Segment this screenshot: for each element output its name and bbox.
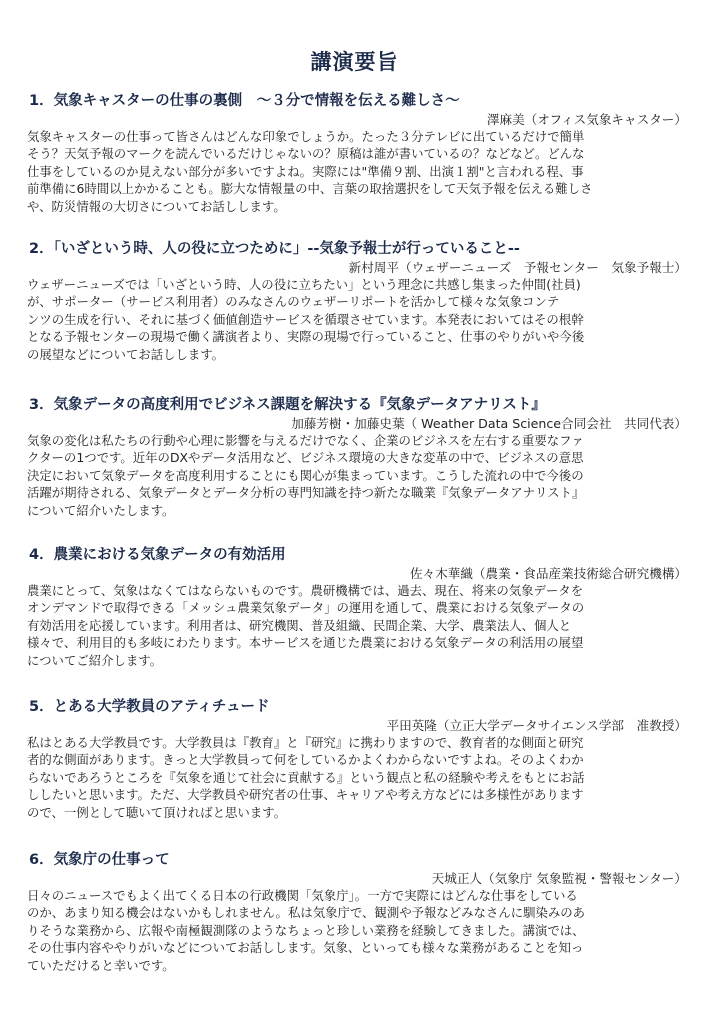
section-4 [27,546,687,669]
section-author: 平田英隆（立正大学データサイエンス学部 准教授） [386,718,687,733]
body-line: や、防災情報の大切さについてお話しします。 [27,198,286,214]
body-line: 決定において気象データを高度利用することにも関心が集まっています。こうした流れの中で今後の [27,467,584,483]
body-line: その仕事内容ややりがいなどについてお話しします。気象、といっても様々な業務があることを知っ [27,940,584,956]
body-line: についてご紹介します。 [27,652,163,668]
section-body [27,582,687,669]
page-title: 講演要旨 [310,50,399,74]
body-line: オンデマンドで取得できる「メッシュ農業気象データ」の運用を通して、農業における気象データの [27,600,585,616]
body-line: クターの1つです。近年のDXやデータ活用など、ビジネス環境の大きな変革の中で、ビジネスの意思 [27,450,584,466]
section-author: 加藤芳樹・加藤史葉（ Weather Data Science合同会社 共同代表） [291,416,687,431]
body-line: 農業にとって、気象はなくてはならないものです。農研機構では、過去、現在、将来の気象データを [27,583,584,598]
section-3 [27,396,687,519]
body-line: ンツの生成を行い、それに基づく価値創造サービスを循環させています。本発表においてはその根幹 [27,311,584,327]
section-author: 天城正人（気象庁 気象監視・警報センター） [431,871,687,886]
body-line: の展望などについてお話しします。 [27,346,225,362]
section-heading: 3．気象データの高度利用でビジネス課題を解決する『気象データアナリスト』 [29,397,546,413]
body-line: について紹介いたします。 [27,502,175,518]
body-line: 仕事をしているのか見えない部分が多いですよね。実際には"準備９割、出演１割"と言われる程、事 [27,163,584,179]
section-5 [27,698,687,821]
body-line: 気象の変化は私たちの行動や心理に影響を与えるだけでなく、企業のビジネスを左右する重要なファ [27,433,584,448]
body-line: ていただけると幸いです。 [27,957,175,973]
body-line: そう？天気予報のマークを読んでいるだけじゃないの？原稿は誰が書いているの？などなど。どんな [27,146,585,162]
body-line: ので、一例として聴いて頂ければと思います。 [27,804,286,820]
section-body [27,734,687,821]
section-body [27,887,687,974]
body-line: 私はとある大学教員です。大学教員は『教育』と『研究』に携わりますので、教育者的な側面と研究 [27,735,584,750]
body-line: のか、あまり知る機会はないかもしれません。私は気象庁で、観測や予報などみなさんに馴染みのあ [27,905,586,921]
section-heading: 5．とある大学教員のアティチュード [29,699,270,715]
section-author: 新村周平（ウェザーニューズ 予報センター 気象予報士） [348,260,687,275]
body-line: 者的な側面があります。きっと大学教員って何をしているかよくわからないですよね。そのよくわか [27,752,584,768]
body-line: 気象キャスターの仕事って皆さんはどんな印象でしょうか。たった３分テレビに出ているだけで簡単 [27,129,585,144]
section-heading: 4．農業における気象データの有効活用 [29,547,286,563]
body-line: が、サポーター（サービス利用者）のみなさんのウェザーリポートを活かして様々な気象コンテ [27,294,560,310]
section-6 [27,851,687,974]
body-line: りそうな業務から、広報や南極観測隊のようなちょっと珍しい業務を経験してきました。講演では、 [27,922,585,938]
body-line: 有効活用を応援しています。利用者は、研究機関、普及組織、民間企業、大学、農業法人、個人と [27,617,572,633]
section-2 [27,240,687,363]
section-body [27,276,687,363]
section-heading: 6．気象庁の仕事って [29,852,170,868]
body-line: となる予報センターの現場で働く講演者より、実際の現場で行っていること、仕事のやりがいや今後 [27,329,585,345]
body-line: 様々で、利用目的も多岐にわたります。本サービスを通じた農業における気象データの利活用の展望 [27,635,584,651]
section-heading: 2．「いざという時、人の役に立つために」--気象予報士が行っていること-- [29,241,520,257]
section-author: 佐々木華織（農業・食品産業技術総合研究機構） [409,566,687,581]
body-line: ウェザーニューズでは「いざという時、人の役に立ちたい」という理念に共感し集まった仲間(社員) [27,277,581,292]
body-line: 日々のニュースでもよく出てくる日本の行政機関「気象庁」。一方で実際にはどんな仕事をしている [27,888,578,903]
section-heading: 1．気象キャスターの仕事の裏側 ～３分で情報を伝える難しさ～ [29,93,460,109]
section-author: 澤麻美（オフィス気象キャスター） [486,112,687,127]
body-line: 活躍が期待される、気象データとデータ分析の専門知識を持つ新たな職業『気象データアナリスト』 [27,485,585,501]
body-line: ししたいと思います。ただ、大学教員や研究者の仕事、キャリアや考え方などには多様性があります [27,787,584,803]
section-body [27,128,687,215]
section-1 [27,92,687,215]
body-line: らないであろうところを『気象を通じて社会に貢献する』という観点と私の経験や考えをもとにお話 [27,769,585,785]
body-line: 前準備に6時間以上かかることも。膨大な情報量の中、言葉の取捨選択をして天気予報を伝える難しさ [27,181,593,197]
section-body [27,432,687,519]
